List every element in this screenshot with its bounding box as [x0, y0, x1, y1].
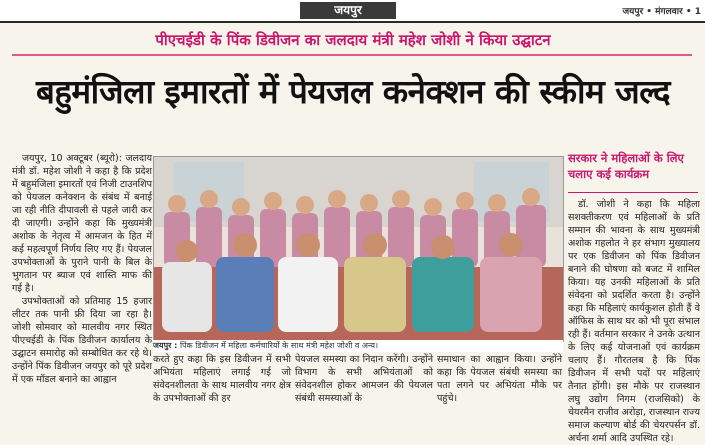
top-bar [0, 0, 705, 22]
sidebar-heading: सरकार ने महिलाओं के लिए चलाए कई कार्यक्रम [568, 151, 684, 181]
below-photo-column-2: पेयजल समस्या का निदान करेंगी। उन्होंने विभाग के सभी अभियंताओं को संवेदनशील होकर आमजन की पेयजल संबंधी समस्याओं के [295, 354, 433, 404]
group-photo-illustration [154, 157, 563, 341]
dateline: जयपुर • मंगलवार • 1 [622, 7, 701, 17]
headline: बहुमंजिला इमारतों में पेयजल कनेक्शन की स्कीम जल्द [35, 72, 671, 111]
section-tab: जयपुर [300, 2, 396, 19]
below-photo-column-1: करते हुए कहा कि इस डिवीजन में सभी अभियंता महिलाएं लगाई गई जो संवेदनशीलता के साथ मालवीय नगर क्षेत्र के उपभोक्ताओं की हर [153, 354, 291, 404]
sidebar-paragraph-1: डॉ. जोशी ने कहा कि महिला सशक्तीकरण एवं महिलाओं के प्रति सम्मान की भावना के साथ मुख्यमंत्री अशोक गहलोत ने हर संभाग मुख्यालय पर एक डिवीजन को पिंक डिवीजन बनाने की घोषणा को बजट में शामिल किया। यह उनकी महिलाओं के प्रति संवेदना को प्रदर्शित करता है। उन्होंने कहा कि महिलाएं कार्यकुशल होती हैं वे ऑफिस के साथ घर को भी पूरा संभाल रही हैं। वर्तमान सरकार ने उनके उत्थान के लिए कई योजनाओं एवं कार्यक्रम चलाए हैं। गौरतलब है कि पिंक डिवीजन में सभी पदों पर महिलाएं तैनात होंगी। इस मौके पर राजस्थान लघु उद्योग निगम (राजसिको) के चेयरमैन राजीव अरोड़ा, राजस्थान राज्य समाज कल्याण बोर्ड की चेयरपर्सन डॉ. अर्चना शर्मा आदि उपस्थित रहे। [568, 199, 700, 444]
caption-text: पिंक डिवीजन में महिला कर्मचारियों के साथ मंत्री महेश जोशी व अन्य। [179, 341, 379, 350]
photo-caption [153, 340, 563, 352]
news-photo [153, 156, 564, 342]
header-rule [0, 21, 705, 23]
sidebar-column [568, 198, 700, 444]
left-paragraph-2: उपभोक्ताओं को प्रतिमाह 15 हजार लीटर तक पानी फ्री दिया जा रहा है। जोशी सोमवार को मालवीय नगर स्थित पीएचईडी के पिंक डिवीजन कार्यालय के उद्घाटन समारोह को सम्बोधित कर रहे थे। उन्होंने पिंक डिवीजन जयपुर को पूरे प्रदेश में एक मॉडल बनाने का आह्वान [12, 296, 152, 385]
subheadline: पीएचईडी के पिंक डिवीजन का जलदाय मंत्री महेश जोशी ने किया उद्घाटन [155, 31, 551, 49]
subhead-rule [12, 54, 692, 56]
caption-label: जयपुर : [153, 341, 178, 350]
left-paragraph-1: जयपुर, 10 अक्टूबर (ब्यूरो): जलदाय मंत्री डॉ. महेश जोशी ने कहा है कि प्रदेश में बहुमंजिला इमारतों एवं निजी टाउनशिप को पेयजल कनेक्शन के संबंध में बनाई जा रही नीति दीपावली से पहले जारी कर दी जाएगी। उन्होंने कहा कि मुख्यमंत्री अशोक के नेतृत्व में आमजन के हित में कई महत्वपूर्ण निर्णय लिए गए हैं। पेयजल उपभोक्ताओं के पुराने पानी के बिल के भुगतान पर ब्याज एवं शास्ति माफ की गई है। [12, 153, 152, 294]
left-column [12, 152, 152, 408]
sidebar-rule [568, 192, 698, 193]
below-photo-column-3: समाधान का आह्वान किया। उन्होंने कहा कि पेयजल संबंधी समस्या का पता लगने पर अभियंता मौके पर पहुंचे। [437, 354, 562, 404]
